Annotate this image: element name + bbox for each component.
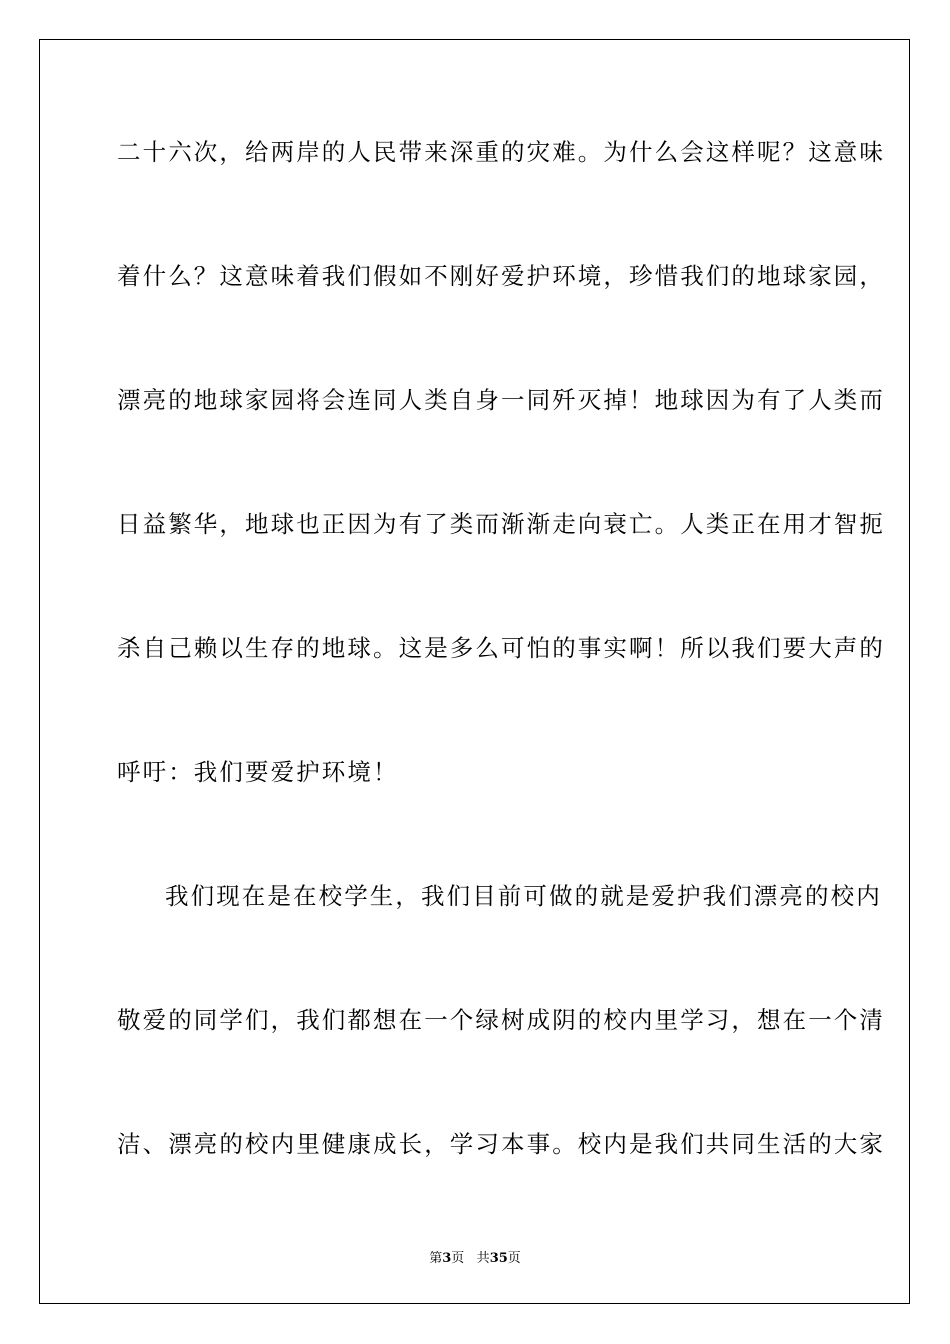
page-footer: [0, 1247, 950, 1266]
body-line-9: 洁、漂亮的校内里健康成长，学习本事。校内是我们共同生活的大家: [117, 1130, 885, 1158]
footer-page-suffix: 页: [451, 1251, 465, 1266]
body-line-7: 我们现在是在校学生，我们目前可做的就是爱护我们漂亮的校内: [165, 882, 882, 910]
footer-page-number: 3: [442, 1251, 452, 1266]
body-line-4: 日益繁华，地球也正因为有了类而渐渐走向衰亡。人类正在用才智扼: [117, 510, 885, 538]
body-line-3: 漂亮的地球家园将会连同人类自身一同歼灭掉！地球因为有了人类而: [117, 386, 885, 414]
footer-total-prefix: 共: [476, 1251, 490, 1266]
footer-total-suffix: 页: [507, 1251, 521, 1266]
body-line-8: 敬爱的同学们，我们都想在一个绿树成阴的校内里学习，想在一个清: [117, 1006, 885, 1034]
footer-total-pages: 35: [489, 1251, 508, 1266]
page-frame: [39, 39, 910, 1304]
body-line-2: 着什么？这意味着我们假如不刚好爱护环境，珍惜我们的地球家园，: [117, 262, 885, 290]
body-line-5: 杀自己赖以生存的地球。这是多么可怕的事实啊！所以我们要大声的: [117, 634, 885, 662]
body-line-1: 二十六次，给两岸的人民带来深重的灾难。为什么会这样呢？这意味: [117, 138, 885, 166]
footer-page-prefix: 第: [429, 1251, 443, 1266]
body-line-6: 呼吁：我们要爱护环境！: [117, 758, 399, 786]
